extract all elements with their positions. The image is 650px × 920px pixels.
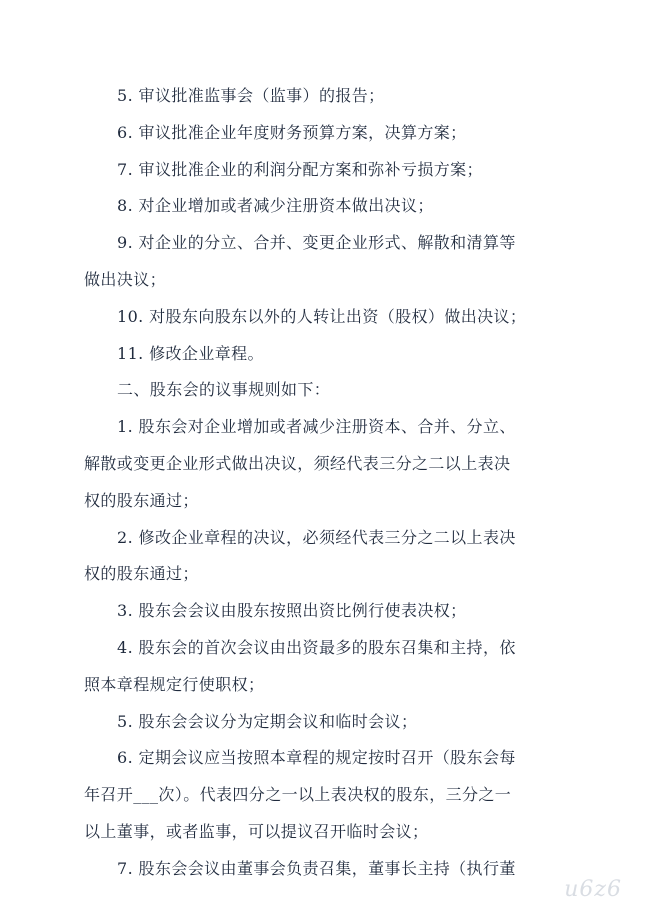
rule-1: 1. 股东会对企业增加或者减少注册资本、合并、分立、 <box>117 417 516 437</box>
clause-10-equity-transfer: 10. 对股东向股东以外的人转让出资（股权）做出决议； <box>117 306 527 326</box>
clause-9-continued: 做出决议； <box>84 269 167 289</box>
document-body <box>84 78 564 888</box>
clause-11-amend-articles: 11. 修改企业章程。 <box>117 343 264 363</box>
clause-5-supervisor-report: 5. 审议批准监事会（监事）的报告； <box>117 86 385 105</box>
rule-1-continued-b: 权的股东通过； <box>84 490 199 510</box>
rule-1-continued-a: 解散或变更企业形式做出决议，须经代表三分之二以上表决 <box>84 453 511 473</box>
rule-3: 3. 股东会会议由股东按照出资比例行使表决权； <box>117 601 467 621</box>
clause-9-restructure: 9. 对企业的分立、合并、变更企业形式、解散和清算等 <box>117 233 516 253</box>
rule-6: 6. 定期会议应当按照本章程的规定按时召开（股东会每 <box>117 748 516 768</box>
clause-7-profit-distribution: 7. 审议批准企业的利润分配方案和弥补亏损方案； <box>117 159 483 179</box>
rule-7: 7. 股东会会议由董事会负责召集，董事长主持（执行董 <box>117 858 516 878</box>
rule-6-continued-b: 以上董事，或者监事，可以提议召开临时会议； <box>84 821 429 841</box>
rule-6-continued-a: 年召开___次）。代表四分之一以上表决权的股东，三分之一 <box>84 785 512 805</box>
rule-2-continued: 权的股东通过； <box>84 564 199 584</box>
clause-6-budget: 6. 审议批准企业年度财务预算方案，决算方案； <box>117 122 467 142</box>
section-heading-rules: 二、股东会的议事规则如下： <box>117 380 331 400</box>
rule-2: 2. 修改企业章程的决议，必须经代表三分之二以上表决 <box>117 527 516 547</box>
watermark: u6z6 <box>564 877 622 902</box>
rule-4: 4. 股东会的首次会议由出资最多的股东召集和主持，依 <box>117 637 516 657</box>
clause-8-capital-change: 8. 对企业增加或者减少注册资本做出决议； <box>117 196 434 216</box>
rule-5: 5. 股东会会议分为定期会议和临时会议； <box>117 711 418 731</box>
rule-4-continued: 照本章程规定行使职权； <box>84 674 265 694</box>
